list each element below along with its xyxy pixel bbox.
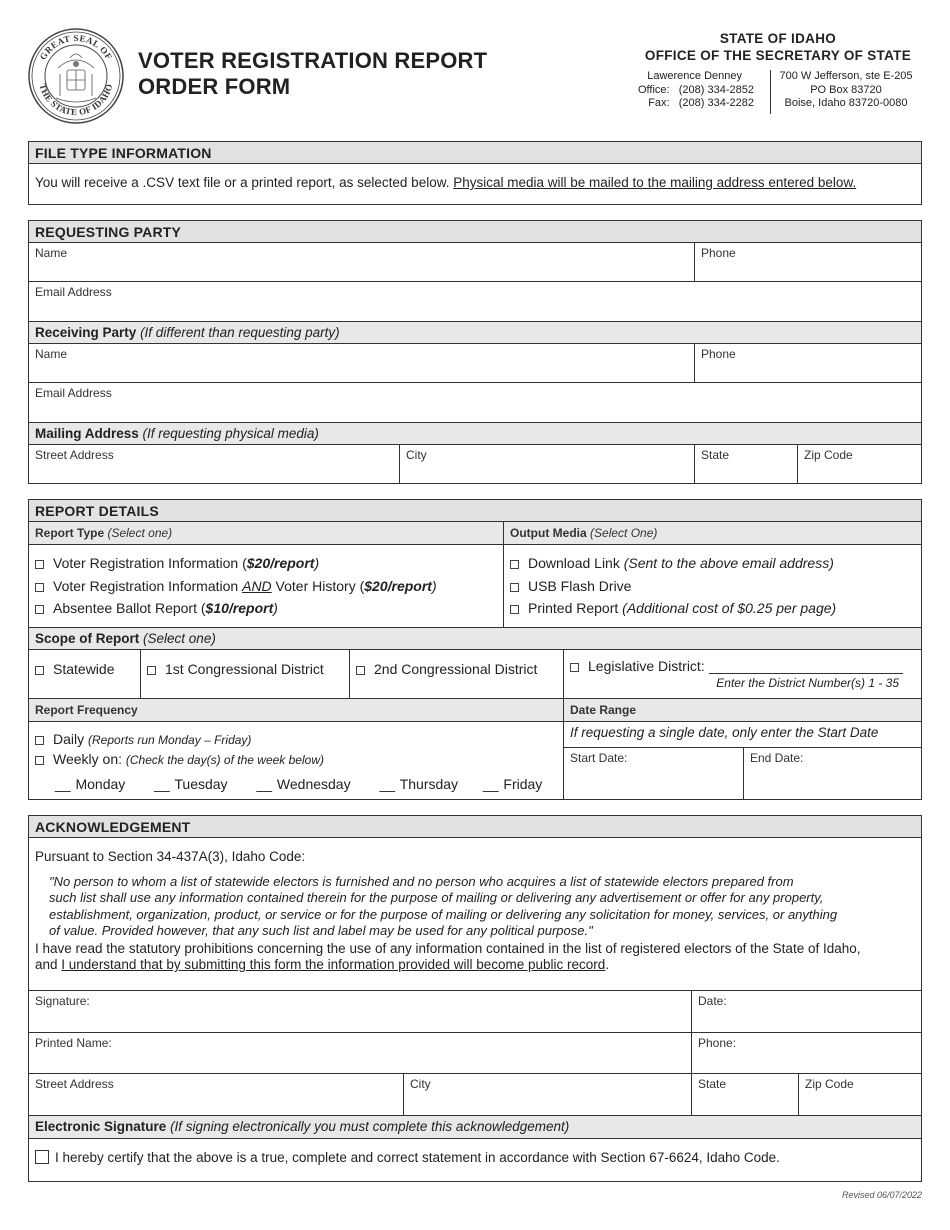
report-type-option-3[interactable] <box>35 597 497 620</box>
report-details-heading: REPORT DETAILS <box>29 500 921 522</box>
day-monday[interactable]: __ Monday <box>55 776 126 792</box>
requesting-name-row <box>29 243 921 282</box>
output-media-option-3[interactable] <box>510 597 915 620</box>
agency-office: OFFICE OF THE SECRETARY OF STATE <box>644 48 911 63</box>
scope-statewide[interactable] <box>29 650 141 698</box>
file-type-heading: FILE TYPE INFORMATION <box>29 142 921 164</box>
scope-option-text: Legislative District: <box>588 658 705 674</box>
daily-label: Daily <box>53 731 85 747</box>
requesting-email-field[interactable] <box>29 282 921 321</box>
name-label: Name <box>35 347 68 361</box>
option-text: Download Link <box>528 555 624 571</box>
receiving-email-field[interactable] <box>29 383 921 422</box>
contact-info <box>600 70 754 111</box>
certify-row[interactable] <box>29 1139 921 1176</box>
certify-checkbox[interactable] <box>35 1150 49 1164</box>
file-type-text: You will receive a .CSV text file or a printed report, as selected below. <box>35 175 450 190</box>
agency-block <box>645 30 911 64</box>
date-field[interactable] <box>692 991 921 1032</box>
fax-label: Fax: <box>648 97 670 109</box>
city-field[interactable] <box>400 445 695 484</box>
pursuant-text: Pursuant to Section 34-437A(3), Idaho Code: <box>35 849 306 864</box>
daily-checkbox[interactable] <box>35 736 44 745</box>
option-and: AND <box>242 577 272 594</box>
option-text: Absentee Ballot Report ( <box>53 600 206 616</box>
electronic-signature-subheading <box>29 1116 921 1139</box>
certify-text: I hereby certify that the above is a true, complete and correct statement in accordance with Section 67-6624, Idaho Code. <box>55 1150 780 1165</box>
fax-phone: (208) 334-2282 <box>678 97 754 109</box>
printed-name-field[interactable] <box>29 1033 692 1073</box>
option-note: (Sent to the above email address) <box>623 555 834 571</box>
report-type-option-2[interactable] <box>35 575 497 598</box>
ack-address-row <box>29 1074 921 1116</box>
weekly-note: (Check the day(s) of the week below) <box>125 753 324 767</box>
legislative-district-input[interactable] <box>709 659 903 674</box>
street-label: Street Address <box>35 448 114 462</box>
esig-label: Electronic Signature <box>35 1119 167 1134</box>
scope-option-text: 1st Congressional District <box>165 661 324 677</box>
legislative-hint: Enter the District Number(s) 1 - 35 <box>716 676 899 690</box>
scope-1st-district[interactable] <box>141 650 350 698</box>
statement-line-2 <box>35 957 915 974</box>
scope-checkbox-legislative[interactable] <box>570 663 579 672</box>
scope-note: (Select one) <box>143 631 216 646</box>
option-text-mid: Voter History ( <box>271 577 365 594</box>
ack-street-field[interactable] <box>29 1074 404 1115</box>
option-text-end: ) <box>431 577 437 594</box>
state-seal <box>28 28 124 124</box>
output-media-options <box>504 545 921 627</box>
ack-phone-field[interactable] <box>692 1033 921 1073</box>
option-text: Printed Report <box>528 600 623 616</box>
frequency-daily[interactable] <box>35 730 557 750</box>
contact-name: Lawerence Denney <box>647 70 742 82</box>
ack-street-label: Street Address <box>35 1077 114 1091</box>
address-line-3: Boise, Idaho 83720-0080 <box>784 97 908 109</box>
receiving-party-label: Receiving Party <box>35 325 137 340</box>
date-range-block <box>564 722 921 800</box>
frequency-row <box>29 722 921 800</box>
ack-zip-label: Zip Code <box>805 1077 854 1091</box>
printed-name-row <box>29 1033 921 1074</box>
statute-quote <box>29 874 921 940</box>
mailing-address-subheading <box>29 423 921 445</box>
revised-date: Revised 06/07/2022 <box>841 1190 922 1200</box>
mailing-address-note: (If requesting physical media) <box>142 426 319 441</box>
start-date-field[interactable] <box>564 748 744 800</box>
zip-label: Zip Code <box>804 448 853 462</box>
quote-line-2: such list shall use any information contained therein for the purpose of mailing or delivering any advertisement or offer for any property, <box>49 890 824 905</box>
street-address-field[interactable] <box>29 445 400 484</box>
ack-state-label: State <box>698 1077 727 1091</box>
option-price: $10/report <box>205 600 274 616</box>
output-media-note: (Select One) <box>590 526 658 540</box>
printed-name-label: Printed Name: <box>35 1036 112 1050</box>
quote-line-3: establishment, organization, product, or service or for the purpose of mailing or delivering any solicitation for money, services, or anything <box>49 906 838 922</box>
frequency-weekly[interactable] <box>35 750 557 770</box>
public-record-notice: I understand that by submitting this form the information provided will become public record <box>61 957 606 972</box>
requesting-phone-field[interactable] <box>695 243 921 281</box>
report-type-checkbox-3[interactable] <box>35 605 44 614</box>
scope-subheading <box>29 628 921 650</box>
output-media-option-1[interactable] <box>510 552 915 575</box>
option-text-end: ) <box>273 600 278 616</box>
scope-checkbox-2nd[interactable] <box>356 666 365 675</box>
option-price: $20/report <box>246 555 315 571</box>
daily-note: (Reports run Monday – Friday) <box>88 733 252 747</box>
email-label: Email Address <box>35 285 112 299</box>
receiving-phone-field[interactable] <box>695 344 921 382</box>
scope-options-row <box>29 650 921 699</box>
mailing-info <box>770 70 921 114</box>
date-range-note: If requesting a single date, only enter the Start Date <box>564 722 921 748</box>
state-field[interactable] <box>695 445 798 484</box>
output-media-subheading <box>504 522 921 544</box>
phone-label: Phone <box>701 246 736 260</box>
scope-label: Scope of Report <box>35 631 140 646</box>
email-label: Email Address <box>35 386 112 400</box>
ack-phone-label: Phone: <box>698 1036 737 1050</box>
statement-post: . <box>605 957 610 972</box>
report-options-row <box>29 545 921 628</box>
report-type-subheading <box>29 522 504 544</box>
file-type-section <box>28 141 922 205</box>
scope-legislative-district[interactable] <box>564 650 921 698</box>
scope-option-text: 2nd Congressional District <box>374 661 538 677</box>
mailing-address-row <box>29 445 921 484</box>
report-type-checkbox-1[interactable] <box>35 560 44 569</box>
option-text: USB Flash Drive <box>528 577 632 594</box>
requesting-email-row <box>29 282 921 322</box>
esig-note: (If signing electronically you must complete this acknowledgement) <box>170 1119 570 1134</box>
title-line-2: ORDER FORM <box>138 74 291 99</box>
output-media-checkbox-3[interactable] <box>510 605 519 614</box>
scope-checkbox-1st[interactable] <box>147 666 156 675</box>
day-tuesday[interactable]: __ Tuesday <box>154 776 228 792</box>
option-price: $20/report <box>364 577 432 594</box>
option-text: Voter Registration Information <box>53 577 243 594</box>
scope-option-text: Statewide <box>53 661 115 677</box>
output-media-checkbox-1[interactable] <box>510 560 519 569</box>
mailing-address-label: Mailing Address <box>35 426 139 441</box>
frequency-subheading <box>29 699 564 721</box>
date-label: Date: <box>698 994 727 1008</box>
report-details-section <box>28 499 922 800</box>
address-line-2: PO Box 83720 <box>810 83 882 96</box>
ack-state-field[interactable] <box>692 1074 799 1115</box>
report-type-checkbox-2[interactable] <box>35 583 44 592</box>
receiving-name-row <box>29 344 921 383</box>
output-media-label: Output Media <box>510 526 587 540</box>
option-text-end: ) <box>314 555 320 571</box>
title-line-1: VOTER REGISTRATION REPORT <box>138 48 488 73</box>
quote-line-4: of value. Provided however, that any such list and label may be used for any political purpose." <box>49 923 593 938</box>
file-type-text-row <box>29 164 921 201</box>
requesting-name-field[interactable] <box>29 243 695 281</box>
name-label: Name <box>35 246 68 260</box>
report-type-header-row <box>29 522 921 545</box>
receiving-party-note: (If different than requesting party) <box>140 325 340 340</box>
day-friday[interactable]: __ Friday <box>482 776 543 792</box>
ack-city-label: City <box>410 1077 431 1091</box>
phone-label: Phone <box>701 347 736 361</box>
output-media-option-2[interactable] <box>510 575 915 598</box>
scope-2nd-district[interactable] <box>350 650 564 698</box>
acknowledgement-heading: ACKNOWLEDGEMENT <box>29 816 921 838</box>
report-type-label: Report Type <box>35 526 105 540</box>
ack-zip-field[interactable] <box>799 1074 921 1115</box>
end-date-label: End Date: <box>750 751 804 765</box>
signature-field[interactable] <box>29 991 692 1032</box>
form-title <box>138 48 487 100</box>
receiving-email-row <box>29 383 921 423</box>
date-range-subheading <box>564 699 921 721</box>
acknowledgement-text-block <box>29 838 921 991</box>
day-wednesday[interactable]: __ Wednesday <box>256 776 351 792</box>
report-type-option-1[interactable] <box>35 552 497 575</box>
date-range-label: Date Range <box>570 703 637 717</box>
receiving-name-field[interactable] <box>29 344 695 382</box>
frequency-label: Report Frequency <box>35 703 138 717</box>
acknowledgement-section <box>28 815 922 1182</box>
ack-city-field[interactable] <box>404 1074 692 1115</box>
state-label: State <box>701 448 730 462</box>
signature-label: Signature: <box>35 994 90 1008</box>
address-line-1: 700 W Jefferson, ste E-205 <box>779 70 913 82</box>
date-fields-row <box>564 748 921 800</box>
start-date-label: Start Date: <box>570 751 628 765</box>
statement-line-1: I have read the statutory prohibitions concerning the use of any information contained in the list of registered electors of the State of Idaho, <box>35 940 861 956</box>
city-label: City <box>406 448 427 462</box>
requesting-party-section <box>28 220 922 484</box>
agency-state: STATE OF IDAHO <box>719 31 837 46</box>
weekday-list <box>35 773 557 796</box>
statement-pre: and <box>35 957 62 972</box>
seal-top-text: GREAT SEAL OF <box>37 32 115 62</box>
report-type-note: (Select one) <box>107 526 173 540</box>
option-text: Voter Registration Information ( <box>53 555 247 571</box>
scope-checkbox-statewide[interactable] <box>35 666 44 675</box>
zip-field[interactable] <box>798 445 921 484</box>
file-type-mail-note: Physical media will be mailed to the mailing address entered below. <box>453 175 857 190</box>
report-type-options <box>29 545 504 627</box>
requesting-party-heading: REQUESTING PARTY <box>29 221 921 243</box>
weekly-label: Weekly on: <box>53 751 122 767</box>
frequency-header-row <box>29 699 921 722</box>
office-label: Office: <box>638 83 670 96</box>
end-date-field[interactable] <box>744 748 921 800</box>
frequency-options <box>29 722 564 800</box>
signature-row <box>29 991 921 1033</box>
receiving-party-subheading <box>29 322 921 344</box>
option-note: (Additional cost of $0.25 per page) <box>622 600 837 616</box>
office-phone: (208) 334-2852 <box>678 83 754 96</box>
seal-bottom-text: THE STATE OF IDAHO <box>37 82 115 118</box>
day-thursday[interactable]: __ Thursday <box>379 776 459 792</box>
weekly-checkbox[interactable] <box>35 756 44 765</box>
output-media-checkbox-2[interactable] <box>510 583 519 592</box>
quote-line-1: "No person to whom a list of statewide electors is furnished and no person who acquires a list of statewide electors prepared from <box>49 873 794 889</box>
statement-text <box>29 941 921 974</box>
